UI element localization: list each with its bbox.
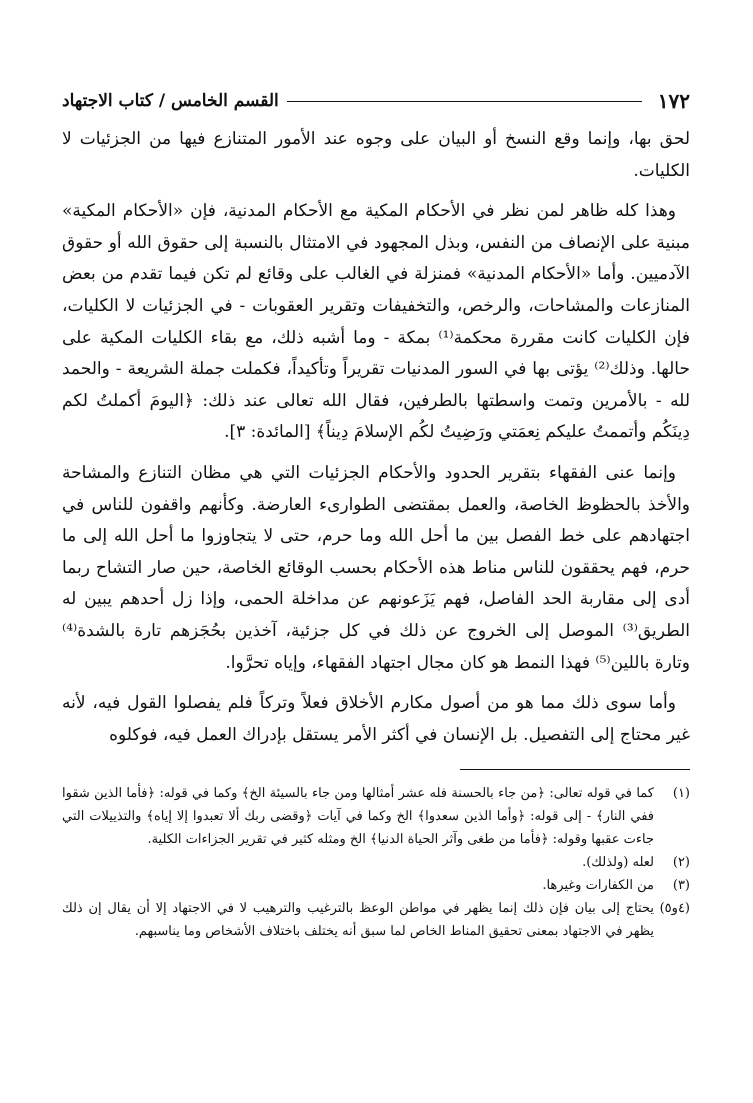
footnote-separator <box>460 769 690 770</box>
footnote-text: كما في قوله تعالى: ﴿من جاء بالحسنة فله عشر أمثالها ومن جاء بالسيئة الخ﴾ وكما في قوله: ﴿فأما الذين شقوا ففي النار﴾ - إلى قوله: ﴿وأما الذين سعدوا﴾ الخ وكما في آيات ﴿وقضى ربك ألا تعبدوا إلا إياه﴾ والتذييلات التي جاءت عقبها وقوله: ﴿فأما من طغى وآثر الحياة الدنيا﴾ الخ ومثله كثير في تقرير الجزاءات الكلية. <box>62 786 654 848</box>
paragraph: وهذا كله ظاهر لمن نظر في الأحكام المكية مع الأحكام المدنية، فإن «الأحكام المكية» مبنية على الإنصاف من النفس، وبذل المجهود في الامتثال بالنسبة إلى حقوق الله أو حقوق الآدميين. وأما «الأحكام المدنية» فمنزلة في الغالب على وقائع لم تكن فيما تقدم من بعض المنازعات والمشاحات، والرخص، والتخفيفات وتقرير العقوبات - في الجزئيات لا الكليات، فإن الكليات كانت مقررة محكمة⁽¹⁾ بمكة - وما أشبه ذلك، مع بقاء الكليات المكية على حالها. وذلك⁽²⁾ يؤتى بها في السور المدنيات تقريراً وتأكيداً، فكملت جملة الشريعة - والحمد لله - بالأمرين وتمت واسطتها بالطرفين، فقال الله تعالى عند ذلك: ﴿اليومَ أكملتُ لكم دِينَكُم وأتممتُ عليكم نِعمَتي ورَضِيتُ لكُم الإسلامَ دِيناً﴾ [المائدة: ٣]. <box>62 201 690 443</box>
footnote-text: يحتاج إلى بيان فإن ذلك إنما يظهر في مواطن الوعظ بالترغيب والترهيب لا في الاجتهاد إلا أن يقال إن ذلك يظهر في الاجتهاد بمعنى تحقيق المناط الخاص لما سبق أنه يختلف باختلاف الأشخاص وما يناسبهم. <box>62 901 654 940</box>
footnote <box>62 874 690 897</box>
footnote <box>62 851 690 874</box>
footnote-text: لعله (ولذلك). <box>582 855 654 871</box>
running-header <box>62 86 690 116</box>
footnote-number: (٣) <box>672 878 690 894</box>
footnote-text: من الكفارات وغيرها. <box>542 878 654 894</box>
footnote-number: (١) <box>672 786 690 802</box>
footnote-number: (٢) <box>672 855 690 871</box>
book-page <box>62 86 690 943</box>
chapter-title: القسم الخامس / كتاب الاجتهاد <box>62 91 279 111</box>
footnote-number: (٤و٥) <box>659 901 690 917</box>
page-number: ١٧٢ <box>657 89 690 113</box>
header-rule <box>287 100 642 102</box>
footnotes <box>62 782 690 943</box>
paragraph: وأما سوى ذلك مما هو من أصول مكارم الأخلاق فعلاً وتركاً فلم يفصلوا القول فيه، لأنه غير محتاج إلى التفصيل. بل الإنسان في أكثر الأمر يستقل بإدراك العمل فيه، فوكلوه <box>62 693 690 745</box>
paragraph: لحق بها، وإنما وقع النسخ أو البيان على وجوه عند الأمور المتنازع فيها من الجزئيات لا الكليات. <box>62 129 690 181</box>
footnote <box>62 897 690 943</box>
footnote <box>62 782 690 851</box>
main-text <box>62 124 690 751</box>
paragraph: وإنما عنى الفقهاء بتقرير الحدود والأحكام الجزئيات التي هي مظان التنازع والمشاحة والأخذ بالحظوظ الخاصة، والعمل بمقتضى الطوارىء العارضة. وكأنهم واقفون للناس في اجتهادهم على خط الفصل بين ما أحل الله وما حرم، حتى لا يتجاوزوا ما أحل الله إلى ما حرم، فهم يحققون للناس مناط هذه الأحكام بحسب الوقائع الخاصة، حين صار التشاح ربما أدى إلى مقاربة الحد الفاصل، فهم يَزَعونهم عن مداخلة الحمى، وإذا زل أحدهم يبين له الطريق⁽³⁾ الموصل إلى الخروج عن ذلك في كل جزئية، آخذين بحُجَزهم تارة بالشدة⁽⁴⁾ وتارة باللين⁽⁵⁾ فهذا النمط هو كان مجال اجتهاد الفقهاء، وإياه تحرَّوا. <box>62 462 690 673</box>
